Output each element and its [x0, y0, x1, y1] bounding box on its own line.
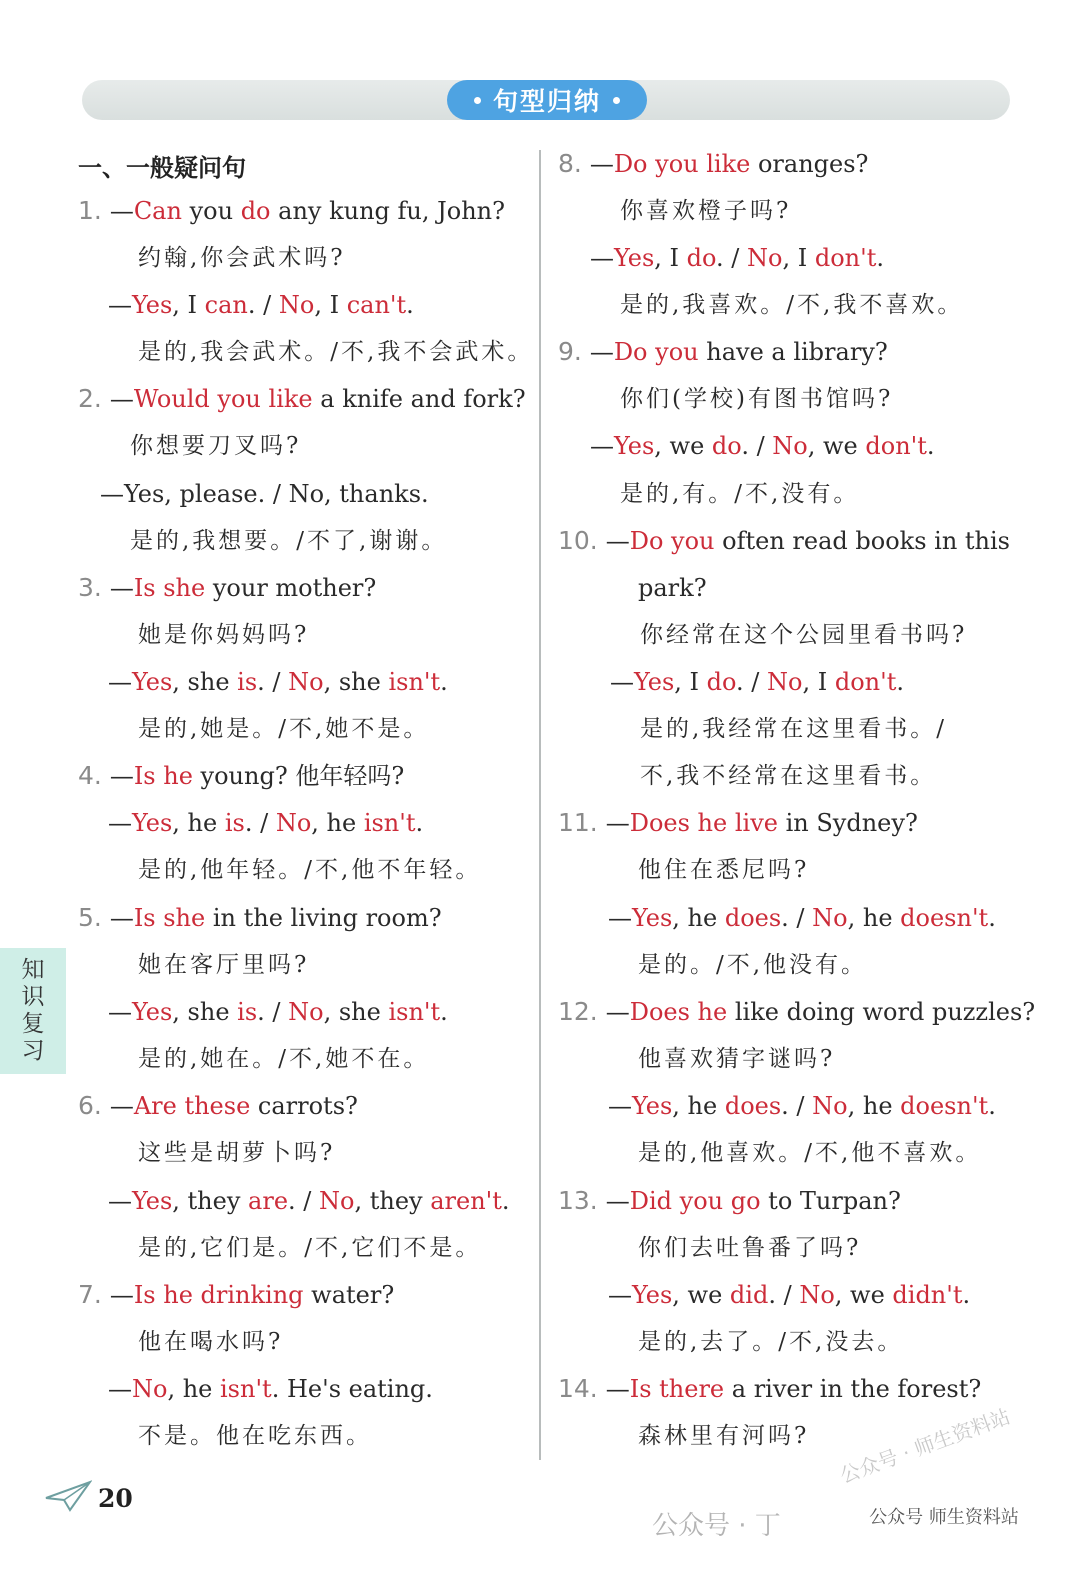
line-text: 不是。他在吃东西。	[138, 1423, 372, 1449]
translation-line	[640, 620, 967, 650]
line-text: —	[109, 385, 134, 413]
highlighted-text: Do you	[613, 338, 699, 366]
highlighted-text: Would you like	[133, 385, 313, 413]
line-text: 他住在悉尼吗?	[638, 857, 810, 883]
highlighted-text: is	[237, 998, 258, 1026]
dialogue-line	[78, 384, 526, 414]
item-number: 1.	[78, 196, 110, 225]
item-number: 9.	[558, 337, 590, 366]
line-text: , I	[674, 668, 707, 696]
line-text: , I	[172, 291, 205, 319]
translation-line	[640, 714, 947, 744]
highlighted-text: Yes	[132, 291, 173, 319]
line-text: 是的,它们是。/不,它们不是。	[138, 1235, 482, 1261]
line-text: often read books in this	[714, 527, 1010, 555]
line-text: , she	[172, 668, 238, 696]
line-text: , we	[672, 1281, 730, 1309]
highlighted-text: Yes	[632, 1281, 673, 1309]
highlighted-text: did	[729, 1281, 769, 1309]
highlighted-text: No	[767, 668, 803, 696]
line-text: —	[109, 1092, 134, 1120]
highlighted-text: can't	[346, 291, 407, 319]
highlighted-text: didn't	[892, 1281, 963, 1309]
line-text: young? 他年轻吗?	[192, 762, 405, 790]
page-title: 句型归纳	[492, 87, 601, 116]
translation-line	[638, 1421, 809, 1451]
line-text: 是的,他喜欢。/不,他不喜欢。	[638, 1140, 982, 1166]
line-text: a knife and fork?	[312, 385, 526, 413]
line-text: 是的,我想要。/不了,谢谢。	[130, 528, 448, 554]
dialogue-line	[608, 903, 996, 933]
translation-line	[130, 526, 447, 556]
line-text: —	[608, 904, 632, 932]
column-divider	[539, 150, 541, 1460]
item-number: 5.	[78, 903, 110, 932]
line-text: have a library?	[698, 338, 888, 366]
highlighted-text: Yes	[634, 668, 675, 696]
dialogue-line	[608, 1280, 970, 1310]
line-text: . /	[247, 291, 279, 319]
highlighted-text: isn't	[220, 1375, 272, 1403]
dialogue-line	[558, 149, 868, 179]
line-text: .	[962, 1281, 971, 1309]
translation-line	[638, 855, 809, 885]
highlighted-text: Is he	[133, 762, 193, 790]
side-tab	[0, 948, 66, 1074]
highlighted-text: Is she	[133, 904, 206, 932]
line-text: .	[406, 291, 414, 319]
translation-line	[638, 1044, 835, 1074]
line-text: 你们去吐鲁番了吗?	[638, 1235, 862, 1261]
dialogue-line	[608, 1091, 996, 1121]
highlighted-text: Yes	[132, 1187, 173, 1215]
highlighted-text: does	[724, 904, 782, 932]
dialogue-line	[78, 196, 505, 226]
dialogue-line	[558, 1186, 901, 1216]
highlighted-text: Yes	[632, 904, 673, 932]
line-text: 约翰,你会武术吗?	[138, 245, 346, 271]
line-text: , he	[672, 904, 725, 932]
translation-line	[638, 950, 867, 980]
line-text: . /	[768, 1281, 800, 1309]
highlighted-text: Are these	[133, 1092, 251, 1120]
dialogue-line	[590, 431, 935, 461]
highlighted-text: do	[711, 432, 742, 460]
highlighted-text: Can	[133, 197, 182, 225]
item-number: 12.	[558, 997, 606, 1026]
highlighted-text: Yes	[614, 432, 655, 460]
line-text: 是的,她是。/不,她不是。	[138, 716, 430, 742]
line-text: 她在客厅里吗?	[138, 952, 310, 978]
line-text: —	[109, 904, 134, 932]
highlighted-text: No	[747, 244, 783, 272]
translation-line	[620, 196, 791, 226]
line-text: —	[108, 1187, 132, 1215]
line-text: —	[109, 1281, 134, 1309]
translation-line	[138, 1233, 481, 1263]
dialogue-line	[558, 337, 888, 367]
line-text: , they	[172, 1187, 249, 1215]
highlighted-text: isn't	[363, 809, 416, 837]
highlighted-text: does	[724, 1092, 782, 1120]
line-text: . /	[716, 244, 748, 272]
highlighted-text: No	[132, 1375, 168, 1403]
bullet-dot-icon	[474, 97, 481, 104]
line-text: a river in the forest?	[724, 1375, 982, 1403]
dialogue-line	[558, 526, 1010, 556]
line-text: —	[589, 338, 614, 366]
line-text: .	[896, 668, 905, 696]
line-text: 你经常在这个公园里看书吗?	[640, 622, 968, 648]
highlighted-text: are	[248, 1187, 289, 1215]
dialogue-line	[108, 1374, 433, 1404]
line-text: 她是你妈妈吗?	[138, 622, 310, 648]
translation-line	[620, 479, 859, 509]
dialogue-line	[78, 573, 376, 603]
line-text: , I	[802, 668, 835, 696]
dialogue-line	[108, 1186, 510, 1216]
line-text: like doing word puzzles?	[727, 998, 1036, 1026]
line-text: . /	[257, 998, 289, 1026]
line-text: —	[605, 809, 630, 837]
line-text: —	[605, 527, 630, 555]
highlighted-text: do	[240, 197, 271, 225]
dialogue-line	[610, 667, 904, 697]
watermark-diagonal: 公众号 · 师生资料站	[836, 1404, 1014, 1488]
line-text: , he	[172, 809, 225, 837]
line-text: 是的,有。/不,没有。	[620, 481, 860, 507]
translation-line	[138, 714, 429, 744]
line-text: . /	[781, 904, 813, 932]
highlighted-text: No	[812, 904, 848, 932]
line-text: in Sydney?	[777, 809, 918, 837]
translation-line	[638, 1327, 903, 1357]
line-text: .	[988, 1092, 996, 1120]
line-text: 你想要刀叉吗?	[130, 433, 302, 459]
line-text: . He's eating.	[271, 1375, 433, 1403]
line-text: , she	[172, 998, 238, 1026]
highlighted-text: is	[224, 809, 245, 837]
line-text: , I	[314, 291, 347, 319]
translation-line	[138, 620, 309, 650]
line-text: , she	[323, 998, 389, 1026]
translation-line	[138, 1044, 429, 1074]
line-text: . /	[257, 668, 289, 696]
line-text: carrots?	[250, 1092, 358, 1120]
side-tab-char: 知	[21, 957, 45, 983]
item-number: 11.	[558, 808, 606, 837]
line-text: —	[590, 432, 614, 460]
line-text: —	[608, 1092, 632, 1120]
watermark-bottom: 公众号 · 丁	[652, 1511, 781, 1541]
line-text: —	[605, 1375, 630, 1403]
line-text: 你们(学校)有图书馆吗?	[620, 386, 894, 412]
translation-line	[638, 1138, 981, 1168]
highlighted-text: Yes	[614, 244, 655, 272]
highlighted-text: Do you	[629, 527, 715, 555]
line-text: , he	[167, 1375, 220, 1403]
line-text: , he	[672, 1092, 725, 1120]
translation-line	[138, 855, 481, 885]
highlighted-text: do	[686, 244, 717, 272]
item-number: 10.	[558, 526, 606, 555]
translation-line	[620, 290, 963, 320]
line-text: 这些是胡萝卜吗?	[138, 1140, 336, 1166]
line-text: —	[608, 1281, 632, 1309]
highlighted-text: Is she	[133, 574, 206, 602]
line-text: .	[440, 668, 448, 696]
item-number: 4.	[78, 761, 110, 790]
translation-line	[138, 950, 309, 980]
highlighted-text: isn't	[388, 998, 441, 1026]
line-text: —	[589, 150, 614, 178]
highlighted-text: Yes	[132, 809, 173, 837]
highlighted-text: No	[288, 998, 324, 1026]
dialogue-line	[78, 1280, 394, 1310]
translation-line	[138, 337, 533, 367]
line-text: , she	[323, 668, 389, 696]
page-number: 20	[98, 1484, 133, 1513]
highlighted-text: No	[278, 291, 315, 319]
line-text: . /	[736, 668, 768, 696]
highlighted-text: No	[275, 809, 312, 837]
line-text: —	[108, 809, 132, 837]
line-text: to Turpan?	[760, 1187, 901, 1215]
line-text: 是的,去了。/不,没去。	[638, 1329, 904, 1355]
dialogue-line	[78, 903, 442, 933]
line-text: —	[605, 998, 630, 1026]
dialogue-line	[558, 808, 918, 838]
dialogue-line	[558, 997, 1035, 1027]
line-text: oranges?	[750, 150, 869, 178]
item-number: 13.	[558, 1186, 606, 1215]
dialogue-line	[108, 667, 448, 697]
line-text: , they	[354, 1187, 431, 1215]
line-text: —	[109, 574, 134, 602]
item-number: 7.	[78, 1280, 110, 1309]
highlighted-text: Did you go	[629, 1187, 761, 1215]
line-text: you	[181, 197, 241, 225]
highlighted-text: aren't	[430, 1187, 502, 1215]
dialogue-line	[78, 761, 404, 791]
translation-line	[130, 431, 301, 461]
line-text: 是的,他年轻。/不,他不年轻。	[138, 857, 482, 883]
line-text: in the living room?	[205, 904, 442, 932]
dialogue-line	[638, 573, 707, 603]
watermark-badge: 公众号 师生资料站	[838, 1496, 1050, 1536]
line-text: , he	[311, 809, 364, 837]
line-text: 是的,她在。/不,她不在。	[138, 1046, 430, 1072]
line-text: —	[108, 1375, 132, 1403]
line-text: 不,我不经常在这里看书。	[640, 763, 937, 789]
item-number: 8.	[558, 149, 590, 178]
highlighted-text: doesn't	[900, 1092, 989, 1120]
line-text: 他喜欢猜字谜吗?	[638, 1046, 836, 1072]
line-text: any kung fu, John?	[270, 197, 505, 225]
line-text: .	[988, 904, 996, 932]
line-text: 是的,我喜欢。/不,我不喜欢。	[620, 292, 964, 318]
line-text: , I	[782, 244, 815, 272]
dialogue-line	[108, 290, 414, 320]
translation-line	[640, 761, 936, 791]
line-text: . /	[781, 1092, 813, 1120]
line-text: 你喜欢橙子吗?	[620, 198, 792, 224]
highlighted-text: don't	[814, 244, 877, 272]
highlighted-text: isn't	[388, 668, 441, 696]
highlighted-text: Do you like	[613, 150, 751, 178]
line-text: .	[501, 1187, 510, 1215]
line-text: —	[610, 668, 634, 696]
line-text: .	[415, 809, 424, 837]
highlighted-text: Does he live	[629, 809, 778, 837]
line-text: . /	[288, 1187, 319, 1215]
line-text: . /	[741, 432, 773, 460]
highlighted-text: No	[319, 1187, 355, 1215]
line-text: park?	[638, 574, 707, 602]
line-text: —Yes, please. / No, thanks.	[100, 480, 429, 508]
highlighted-text: can	[204, 291, 248, 319]
dialogue-line	[590, 243, 884, 273]
line-text: 是的,我会武术。/不,我不会武术。	[138, 339, 534, 365]
line-text: , we	[807, 432, 866, 460]
highlighted-text: Yes	[132, 998, 173, 1026]
line-text: —	[109, 762, 134, 790]
dialogue-line	[100, 479, 429, 509]
line-text: , we	[834, 1281, 893, 1309]
translation-line	[620, 384, 893, 414]
line-text: —	[108, 291, 132, 319]
bullet-dot-icon	[613, 97, 620, 104]
highlighted-text: don't	[865, 432, 927, 460]
dialogue-line	[78, 1091, 358, 1121]
line-text: —	[109, 197, 134, 225]
line-text: water?	[303, 1281, 395, 1309]
section-heading: 一、一般疑问句	[78, 154, 246, 182]
item-number: 14.	[558, 1374, 606, 1403]
highlighted-text: No	[772, 432, 808, 460]
line-text: 是的,我经常在这里看书。/	[640, 716, 948, 742]
line-text: , he	[847, 1092, 901, 1120]
line-text: —	[605, 1187, 630, 1215]
translation-line	[138, 243, 346, 273]
line-text: .	[440, 998, 448, 1026]
section-title-pill	[447, 80, 647, 120]
highlighted-text: Yes	[132, 668, 173, 696]
line-text: .	[876, 244, 885, 272]
line-text: .	[926, 432, 935, 460]
side-tab-char: 习	[21, 1038, 45, 1064]
highlighted-text: Is he drinking	[133, 1281, 304, 1309]
paper-plane-icon	[44, 1480, 92, 1512]
line-text: , I	[654, 244, 687, 272]
line-text: —	[108, 998, 132, 1026]
dialogue-line	[108, 808, 423, 838]
line-text: 是的。/不,他没有。	[638, 952, 868, 978]
translation-line	[138, 1421, 372, 1451]
item-number: 3.	[78, 573, 110, 602]
translation-line	[638, 1233, 861, 1263]
line-text: —	[108, 668, 132, 696]
side-tab-char: 识	[21, 984, 45, 1010]
highlighted-text: do	[706, 668, 737, 696]
line-text: —	[590, 244, 614, 272]
highlighted-text: Does he	[629, 998, 728, 1026]
highlighted-text: No	[812, 1092, 848, 1120]
translation-line	[138, 1327, 283, 1357]
highlighted-text: don't	[834, 668, 897, 696]
dialogue-line	[108, 997, 448, 1027]
line-text: your mother?	[205, 574, 377, 602]
line-text: . /	[244, 809, 276, 837]
highlighted-text: Yes	[632, 1092, 673, 1120]
line-text: , we	[654, 432, 712, 460]
translation-line	[138, 1138, 335, 1168]
line-text: , he	[847, 904, 901, 932]
item-number: 2.	[78, 384, 110, 413]
highlighted-text: Is there	[629, 1375, 725, 1403]
line-text: 森林里有河吗?	[638, 1423, 810, 1449]
dialogue-line	[558, 1374, 981, 1404]
line-text: 他在喝水吗?	[138, 1329, 284, 1355]
item-number: 6.	[78, 1091, 110, 1120]
highlighted-text: No	[799, 1281, 835, 1309]
side-tab-char: 复	[21, 1011, 45, 1037]
highlighted-text: No	[288, 668, 324, 696]
highlighted-text: doesn't	[900, 904, 989, 932]
highlighted-text: is	[237, 668, 258, 696]
